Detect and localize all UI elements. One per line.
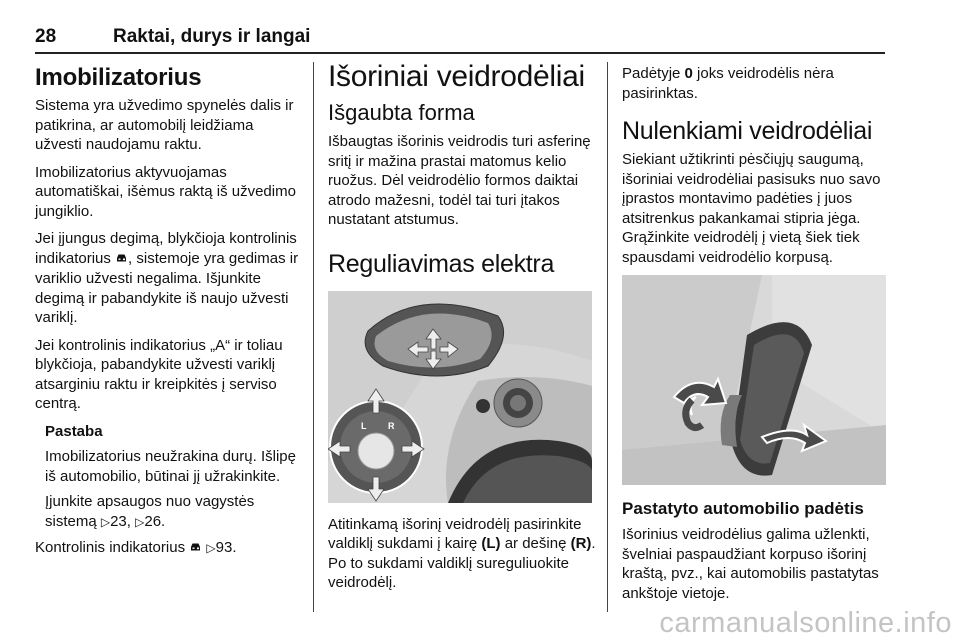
- chapter-title: Raktai, durys ir langai: [113, 26, 311, 47]
- paragraph: [35, 229, 300, 328]
- subheading-folding-mirrors: Nulenkiami veidrodėliai: [622, 117, 873, 145]
- text-bold: 0: [684, 65, 693, 82]
- page-reference-icon: ▷: [100, 514, 111, 529]
- column-immobilizer: [35, 64, 300, 567]
- paragraph: [328, 515, 598, 593]
- paragraph: Sistema yra užvedimo spynelės dalis ir patikrina, ar automobilį leidžiama užvesti naudojamu raktu.: [35, 97, 294, 153]
- text: Įjunkite apsaugos nuo vagystės sistemą: [45, 493, 255, 530]
- column-folding-mirrors: [622, 64, 890, 611]
- subheading-electric-adjustment: Reguliavimas elektra: [328, 249, 555, 278]
- text: joks veidrodėlis nėra pasirinktas.: [622, 65, 834, 102]
- column-divider: [313, 62, 314, 612]
- paragraph: Jei kontrolinis indikatorius „A“ ir toliau blykčioja, pabandykite užvesti variklį atsarginiu raktu ir kreipkitės į serviso centrą.: [35, 336, 283, 412]
- paragraph: Išorinius veidrodėlius galima užlenkti, švelniai paspaudžiant korpuso išorinį kraštą, pvz., kai automobilis pastatytas ankštoje vietoje.: [622, 526, 879, 602]
- page-reference-link[interactable]: 26: [144, 512, 162, 530]
- note-text: [45, 492, 300, 532]
- immobilizer-car-key-icon: [115, 250, 128, 270]
- note-title: Pastaba: [45, 422, 103, 440]
- page-reference-icon: ▷: [206, 541, 216, 555]
- page-reference-link[interactable]: 93: [215, 539, 233, 556]
- page-reference-link[interactable]: 23: [110, 512, 127, 530]
- section-heading-mirrors: Išoriniai veidrodėliai: [328, 60, 585, 93]
- text-bold: (L): [481, 535, 501, 552]
- immobilizer-car-key-icon: [189, 539, 202, 559]
- paragraph: Imobilizatorius aktyvuojamas automatiškai, išėmus raktą iš užvedimo jungiklio.: [35, 163, 296, 220]
- note-block: [35, 422, 300, 533]
- watermark: carmanualsonline.info: [659, 607, 952, 639]
- text: .: [232, 539, 237, 556]
- subheading-parking-position: Pastatyto automobilio padėtis: [622, 499, 864, 518]
- mirror-control-illustration: [328, 291, 592, 503]
- text-bold: (R): [570, 535, 592, 552]
- note-text: Imobilizatorius neužrakina durų. Išlipę iš automobilio, būtinai jį užrakinkite.: [45, 448, 296, 485]
- knob-label-left: L: [361, 420, 367, 431]
- page-number: 28: [35, 26, 57, 47]
- column-mirrors: [328, 60, 598, 601]
- knob-label-right: R: [388, 420, 395, 431]
- page-reference-icon: ▷: [135, 514, 145, 529]
- text: Padėtyje: [622, 65, 685, 82]
- folding-mirror-illustration: [622, 275, 886, 485]
- page-header: [35, 22, 885, 54]
- text: . Po to sukdami valdiklį sureguliuokite veidrodėlį.: [328, 535, 596, 591]
- text: .: [161, 512, 166, 530]
- text: , sistemoje yra gedimas ir variklio užvesti negalima. Išjunkite degimą ir pabandykite iš naujo užvesti variklį.: [35, 249, 299, 326]
- paragraph: Siekiant užtikrinti pėsčiųjų saugumą, išoriniai veidrodėliai pasisuks nuo savo įprastos montavimo padėties į juos atsitrenkus pakankamai stipria jėga. Grąžinkite veidrodėlį į vietą šiek tiek spausdami veidrodėlio korpusą.: [622, 151, 881, 266]
- text: ,: [126, 512, 136, 530]
- column-divider: [607, 62, 608, 612]
- text: ar dešinę: [500, 535, 571, 552]
- paragraph: Išbaugtas išorinis veidrodis turi asferinę sritį ir mažina prastai matomus kelio ruožus. Dėl veidrodėlio formos daiktai atrodo mažesni, todėl tai turi įtakos nustatant atstumus.: [328, 133, 591, 228]
- paragraph: [35, 538, 300, 559]
- text: Atitinkamą išorinį veidrodėlį pasirinkite valdiklį sukdami į kairę: [328, 515, 582, 552]
- text: Kontrolinis indikatorius: [35, 539, 190, 556]
- paragraph: [622, 64, 890, 103]
- subheading-convex-shape: Išgaubta forma: [328, 100, 475, 125]
- text: Jei įjungus degimą, blykčioja kontrolinis indikatorius: [35, 230, 297, 267]
- section-heading-immobilizer: Imobilizatorius: [35, 64, 202, 91]
